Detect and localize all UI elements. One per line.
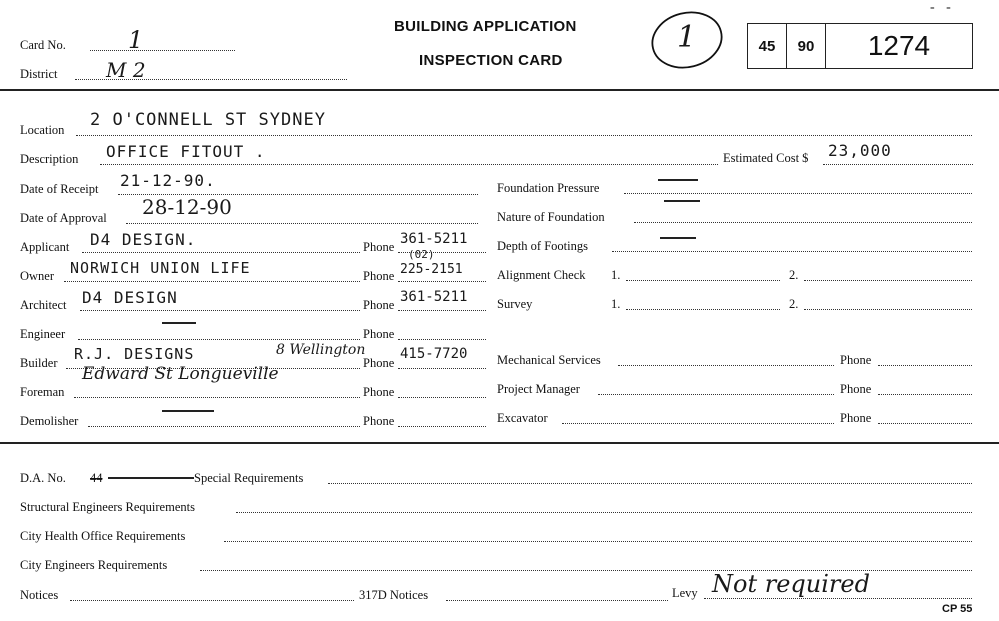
engineer-label: Engineer xyxy=(20,327,66,341)
nature-foundation-dash xyxy=(664,200,700,202)
foreman-phone-line xyxy=(398,397,486,398)
engineer-phone-line xyxy=(398,339,486,340)
district-value: M 2 xyxy=(106,58,146,82)
applicant-phone-value: 361-5211 xyxy=(400,231,468,247)
owner-value: NORWICH UNION LIFE xyxy=(70,259,251,277)
description-label: Description xyxy=(20,152,79,166)
demolisher-dash xyxy=(162,410,214,412)
excavator-phone-line xyxy=(878,423,972,424)
ref-box-2: 90 xyxy=(786,23,826,69)
da-no-value: 44 xyxy=(90,471,103,485)
architect-phone-line xyxy=(398,310,486,311)
applicant-value: D4 DESIGN. xyxy=(90,230,197,249)
engineer-phone-label: Phone xyxy=(363,327,395,341)
location-value: 2 O'CONNELL ST SYDNEY xyxy=(90,110,326,130)
foreman-label: Foreman xyxy=(20,385,65,399)
date-approval-value: 28-12-90 xyxy=(142,195,232,219)
form-code: CP 55 xyxy=(942,603,973,615)
project-manager-phone-label: Phone xyxy=(840,382,872,396)
title-line-2: INSPECTION CARD xyxy=(419,52,563,69)
requirements-divider xyxy=(0,442,999,444)
depth-footings-dash xyxy=(660,237,696,239)
architect-line xyxy=(80,310,360,311)
alignment-check-line-2 xyxy=(804,280,972,281)
edge-marks: - - xyxy=(930,0,955,15)
builder-label: Builder xyxy=(20,356,58,370)
location-label: Location xyxy=(20,123,65,137)
notices-line xyxy=(70,600,354,601)
survey-num-1: 1. xyxy=(611,297,621,311)
owner-phone-label: Phone xyxy=(363,269,395,283)
survey-line-2 xyxy=(804,309,972,310)
excavator-phone-label: Phone xyxy=(840,411,872,425)
structural-requirements-line xyxy=(236,512,972,513)
project-manager-line xyxy=(598,394,834,395)
engineer-dash xyxy=(162,322,196,324)
foreman-phone-label: Phone xyxy=(363,385,395,399)
architect-phone-value: 361-5211 xyxy=(400,289,468,305)
header-divider xyxy=(0,89,999,91)
survey-num-2: 2. xyxy=(789,297,799,311)
mechanical-phone-line xyxy=(878,365,972,366)
alignment-check-label: Alignment Check xyxy=(497,268,586,282)
depth-footings-label: Depth of Footings xyxy=(497,239,588,253)
foundation-pressure-line xyxy=(624,193,972,194)
ref-box-3: 1274 xyxy=(825,23,973,69)
applicant-phone-label: Phone xyxy=(363,240,395,254)
notices-317d-line xyxy=(446,600,668,601)
city-engineers-label: City Engineers Requirements xyxy=(20,558,168,572)
special-requirements-line xyxy=(328,483,972,484)
demolisher-phone-label: Phone xyxy=(363,414,395,428)
demolisher-line xyxy=(88,426,360,427)
da-no-label: D.A. No. xyxy=(20,471,66,485)
excavator-line xyxy=(562,423,834,424)
alignment-check-num-1: 1. xyxy=(611,268,621,282)
city-health-line xyxy=(224,541,972,542)
project-manager-phone-line xyxy=(878,394,972,395)
owner-phone-extra: (02) xyxy=(408,248,435,261)
estimated-cost-value: 23,000 xyxy=(828,141,892,160)
notices-317d-label: 317D Notices xyxy=(359,588,429,602)
foundation-pressure-label: Foundation Pressure xyxy=(497,181,600,195)
date-approval-label: Date of Approval xyxy=(20,211,107,225)
nature-foundation-line xyxy=(634,222,972,223)
notices-label: Notices xyxy=(20,588,59,602)
special-requirements-label: Special Requirements xyxy=(194,471,304,485)
da-no-strike xyxy=(108,477,194,479)
mechanical-phone-label: Phone xyxy=(840,353,872,367)
depth-footings-line xyxy=(612,251,972,252)
owner-phone-value: 225-2151 xyxy=(400,262,463,277)
owner-line xyxy=(64,281,360,282)
builder-phone-line xyxy=(398,368,486,369)
architect-phone-label: Phone xyxy=(363,298,395,312)
mechanical-services-line xyxy=(618,365,834,366)
builder-address: 8 Wellington xyxy=(276,342,366,358)
location-line xyxy=(76,135,972,136)
card-no-value: 1 xyxy=(128,26,144,54)
architect-value: D4 DESIGN xyxy=(82,288,178,307)
district-label: District xyxy=(20,67,58,81)
foundation-pressure-dash xyxy=(658,179,698,181)
applicant-line xyxy=(82,252,360,253)
card-no-label: Card No. xyxy=(20,38,66,52)
description-value: OFFICE FITOUT . xyxy=(106,142,266,161)
date-receipt-value: 21-12-90. xyxy=(120,171,216,190)
nature-foundation-label: Nature of Foundation xyxy=(497,210,605,224)
demolisher-label: Demolisher xyxy=(20,414,79,428)
owner-phone-line xyxy=(398,281,486,282)
estimated-cost-label: Estimated Cost $ xyxy=(723,151,809,165)
levy-value: Not required xyxy=(712,570,870,598)
alignment-check-num-2: 2. xyxy=(789,268,799,282)
survey-line-1 xyxy=(626,309,780,310)
demolisher-phone-line xyxy=(398,426,486,427)
excavator-label: Excavator xyxy=(497,411,548,425)
project-manager-label: Project Manager xyxy=(497,382,580,396)
circled-number: 1 xyxy=(677,20,697,55)
builder-phone-value: 415-7720 xyxy=(400,346,468,362)
owner-label: Owner xyxy=(20,269,55,283)
levy-line xyxy=(704,598,972,599)
engineer-line xyxy=(78,339,360,340)
estimated-cost-line xyxy=(823,164,973,165)
builder-value: R.J. DESIGNS xyxy=(74,345,195,363)
foreman-line xyxy=(74,397,360,398)
levy-label: Levy xyxy=(672,586,698,600)
card-no-line xyxy=(90,50,235,51)
description-line xyxy=(100,164,718,165)
survey-label: Survey xyxy=(497,297,533,311)
builder-phone-label: Phone xyxy=(363,356,395,370)
applicant-label: Applicant xyxy=(20,240,70,254)
structural-requirements-label: Structural Engineers Requirements xyxy=(20,500,195,514)
builder-address-line-2: Edward St Longueville xyxy=(82,364,279,384)
alignment-check-line-1 xyxy=(626,280,780,281)
architect-label: Architect xyxy=(20,298,67,312)
city-health-label: City Health Office Requirements xyxy=(20,529,186,543)
date-approval-line xyxy=(126,223,478,224)
title-line-1: BUILDING APPLICATION xyxy=(394,18,577,35)
date-receipt-label: Date of Receipt xyxy=(20,182,99,196)
ref-box-1: 45 xyxy=(747,23,787,69)
mechanical-services-label: Mechanical Services xyxy=(497,353,601,367)
